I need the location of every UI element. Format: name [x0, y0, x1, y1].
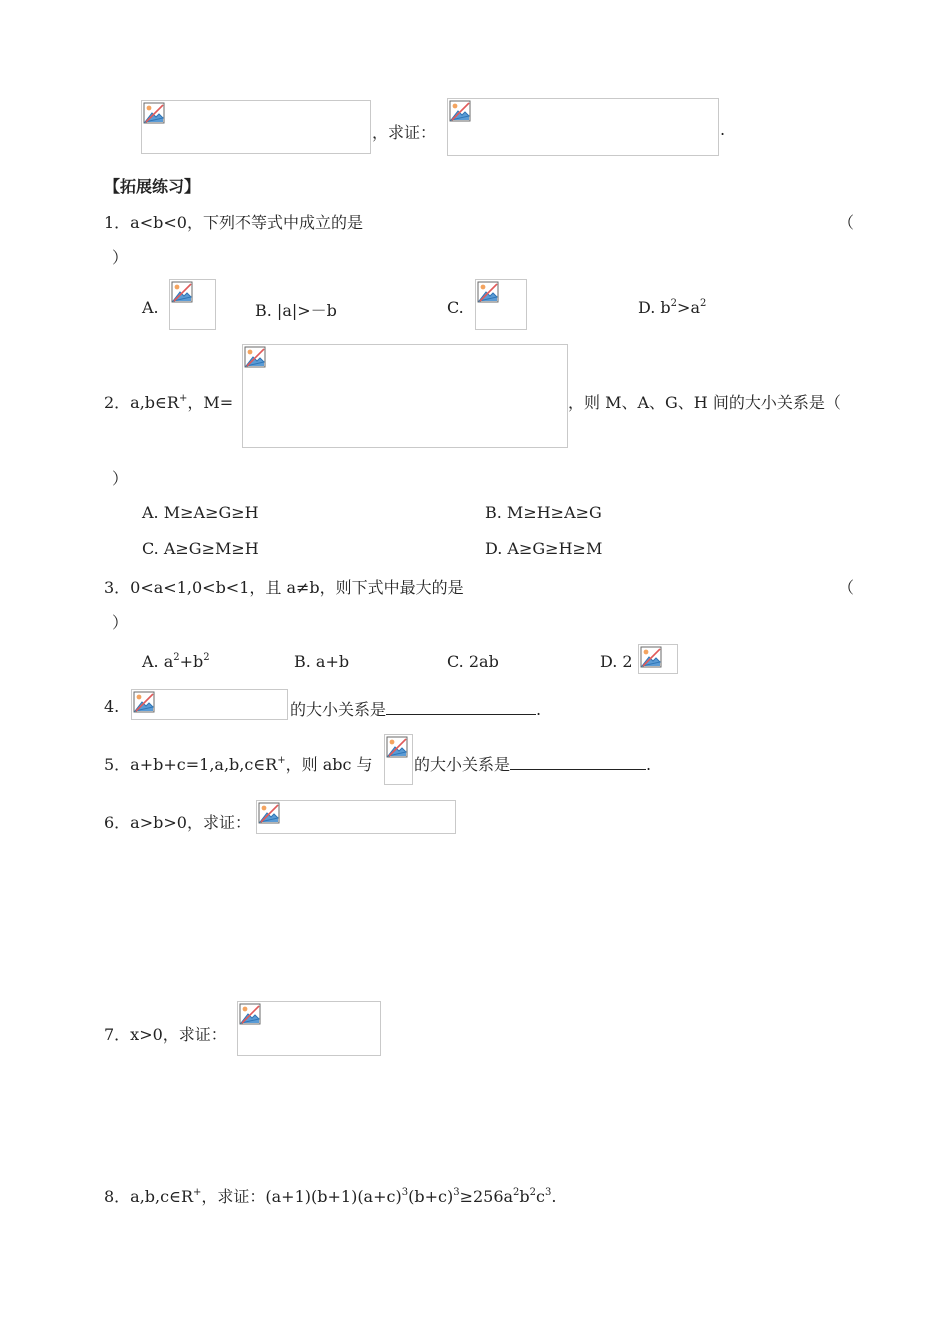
- q8-text-part: c: [536, 1187, 546, 1206]
- q1-paren-open: （: [838, 213, 855, 232]
- q3-paren-close: ）: [112, 613, 129, 632]
- formula-image: [256, 800, 456, 834]
- broken-image-icon: [640, 646, 662, 668]
- formula-image: [475, 279, 527, 330]
- broken-image-icon: [386, 736, 408, 758]
- q3-paren-open: （: [838, 578, 855, 597]
- q8-text-part: ≥256a: [459, 1187, 514, 1206]
- q8-text-part: b: [519, 1187, 530, 1206]
- q4-text: [290, 697, 541, 720]
- q1-text: 1．a<b<0，下列不等式中成立的是: [104, 213, 363, 232]
- formula-image: [141, 100, 371, 154]
- q2-prefix-text: ，M=: [187, 393, 234, 412]
- broken-image-icon: [143, 102, 165, 124]
- q5-pre-sup: +: [277, 755, 286, 766]
- q5-end: .: [646, 755, 652, 774]
- q3-a-text: A. a: [142, 652, 174, 671]
- q5-text: [414, 752, 651, 775]
- answer-blank[interactable]: [510, 755, 646, 770]
- q8-sup: 2: [513, 1187, 520, 1198]
- formula-image: [447, 98, 719, 156]
- broken-image-icon: [477, 281, 499, 303]
- q7-text: 7．x>0，求证：: [104, 1025, 227, 1044]
- formula-image: [638, 644, 678, 674]
- q5-mid-text: ，则 abc 与: [285, 755, 373, 774]
- top-line-separator: ，求证：: [372, 123, 437, 142]
- top-line-end: .: [720, 120, 726, 139]
- formula-image: [169, 279, 216, 330]
- q8-text-part: 8．a,b,c∈R: [104, 1187, 193, 1206]
- formula-image: [237, 1001, 381, 1056]
- q1-paren-close: ）: [112, 248, 129, 267]
- q4-text-label: 的大小关系是: [290, 700, 387, 719]
- formula-image: [384, 734, 413, 785]
- q8-text-part: (b+c): [408, 1187, 454, 1206]
- q3-a-text: +b: [179, 652, 204, 671]
- q2-paren-close: ）: [112, 469, 129, 488]
- q2-option-a: A. M≥A≥G≥H: [142, 503, 259, 522]
- q1-d-text: D. b: [638, 298, 671, 317]
- broken-image-icon: [244, 346, 266, 368]
- q5-text-label: 的大小关系是: [414, 755, 511, 774]
- q8-sup: 3: [545, 1187, 552, 1198]
- q5-prefix: [104, 752, 373, 775]
- q3-a-sup: 2: [173, 652, 180, 663]
- q8-sup: 2: [529, 1187, 537, 1198]
- q2-option-c: C. A≥G≥M≥H: [142, 539, 259, 558]
- q4-end: .: [536, 700, 542, 719]
- q1-option-b: B. |a|>－b: [255, 301, 337, 320]
- q3-a-sup: 2: [203, 652, 210, 663]
- formula-image: [242, 344, 568, 448]
- q3-option-a: [142, 652, 210, 671]
- q3-option-c: C. 2ab: [447, 652, 499, 671]
- broken-image-icon: [258, 802, 280, 824]
- q5-pre-text: 5．a+b+c=1,a,b,c∈R: [104, 755, 278, 774]
- q4-number: 4.: [104, 697, 120, 716]
- formula-image: [131, 689, 288, 720]
- q8-sup: 3: [401, 1187, 409, 1198]
- q1-d-text: >a: [677, 298, 700, 317]
- q1-option-d: [638, 298, 706, 317]
- q1-option-a: A.: [142, 298, 159, 317]
- q1-option-c: C.: [447, 298, 464, 317]
- q8-sup: 3: [453, 1187, 460, 1198]
- q2-prefix-text: 2．a,b∈R: [104, 393, 179, 412]
- q2-prefix-sup: +: [178, 393, 188, 404]
- q2-option-b: B. M≥H≥A≥G: [485, 503, 602, 522]
- section-title: 【拓展练习】: [104, 177, 201, 196]
- q6-text: 6．a>b>0，求证：: [104, 813, 251, 832]
- q3-option-b: B. a+b: [294, 652, 350, 671]
- q2-option-d: D. A≥G≥H≥M: [485, 539, 603, 558]
- broken-image-icon: [171, 281, 193, 303]
- broken-image-icon: [239, 1003, 261, 1025]
- q3-text: 3．0<a<1,0<b<1，且 a≠b，则下式中最大的是: [104, 578, 464, 597]
- broken-image-icon: [133, 691, 155, 713]
- q8-text: [104, 1184, 556, 1207]
- broken-image-icon: [449, 100, 471, 122]
- q8-text-part: .: [551, 1187, 557, 1206]
- q1-d-sup: 2: [700, 298, 707, 309]
- q8-text-part: ，求证：(a+1)(b+1)(a+c): [201, 1187, 402, 1206]
- q3-option-d: D. 2: [600, 652, 633, 671]
- q8-sup: +: [193, 1187, 202, 1198]
- q1-d-sup: 2: [670, 298, 678, 309]
- q2-suffix: ，则 M、A、G、H 间的大小关系是（: [568, 393, 841, 412]
- q2-prefix: [104, 390, 233, 413]
- answer-blank[interactable]: [386, 700, 536, 715]
